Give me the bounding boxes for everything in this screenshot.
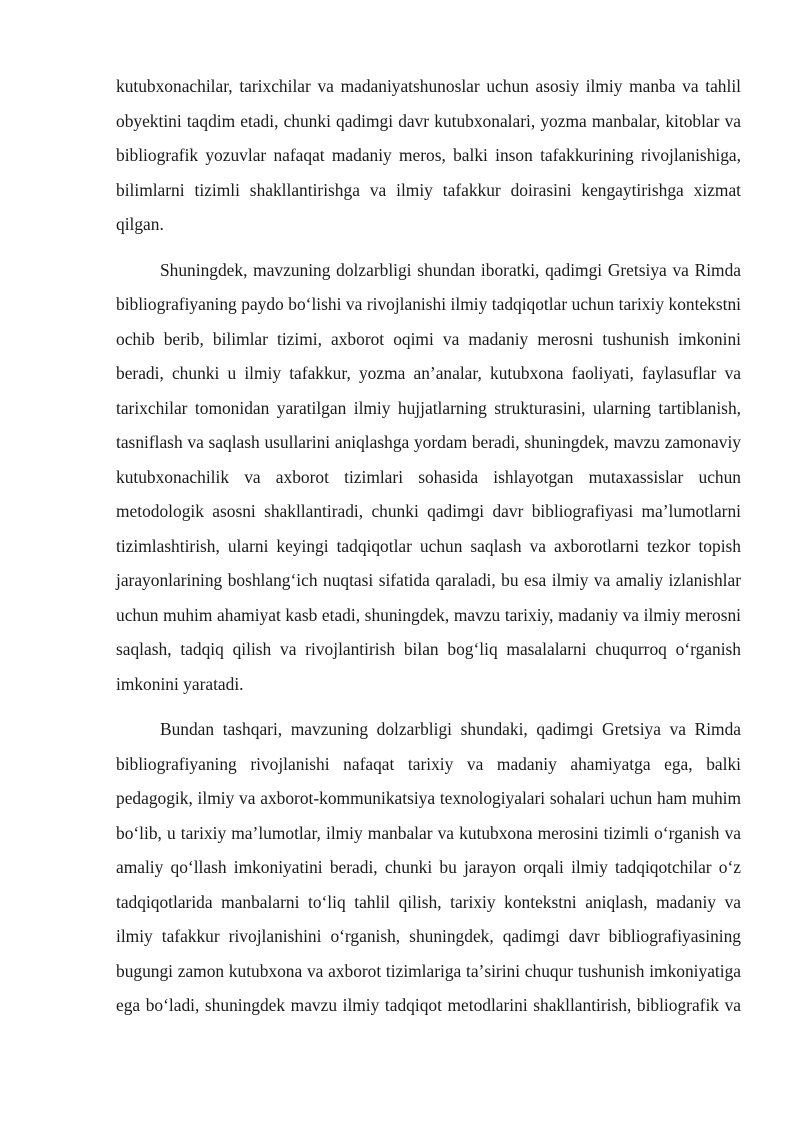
document-page — [116, 69, 741, 1034]
paragraph-relevance: Shuningdek, mavzuning dolzarbligi shundan iboratki, qadimgi Gretsiya va Rimda bibliografiyaning paydo boʻlishi va rivojlanishi ilmiy tadqiqotlar uchun tarixiy kontekstni ochib berib, bilimlar tizimi, axborot oqimi va madaniy merosni tushunish imkonini beradi, chunki u ilmiy tafakkur, yozma anʼanalar, kutubxona faoliyati, faylasuflar va tarixchilar tomonidan yaratilgan ilmiy hujjatlarning strukturasini, ularning tartiblanish, tasniflash va saqlash usullarini aniqlashga yordam beradi, shuningdek, mavzu zamonaviy kutubxonachilik va axborot tizimlari sohasida ishlayotgan mutaxassislar uchun metodologik asosni shakllantiradi, chunki qadimgi davr bibliografiyasi maʼlumotlarni tizimlashtirish, ularni keyingi tadqiqotlar uchun saqlash va axborotlarni tezkor topish jarayonlarining boshlangʻich nuqtasi sifatida qaraladi, bu esa ilmiy va amaliy izlanishlar uchun muhim ahamiyat kasb etadi, shuningdek, mavzu tarixiy, madaniy va ilmiy merosni saqlash, tadqiq qilish va rivojlantirish bilan bogʻliq masalalarni chuqurroq oʻrganish imkonini yaratadi. — [116, 259, 741, 694]
paragraph-additional-relevance: Bundan tashqari, mavzuning dolzarbligi shundaki, qadimgi Gretsiya va Rimda bibliografiyaning rivojlanishi nafaqat tarixiy va madaniy ahamiyatga ega, balki pedagogik, ilmiy va axborot-kommunikatsiya texnologiyalari sohalari uchun ham muhim boʻlib, u tarixiy maʼlumotlar, ilmiy manbalar va kutubxona merosini tizimli oʻrganish va amaliy qoʻllash imkoniyatini beradi, chunki bu jarayon orqali ilmiy tadqiqotchilar oʻz tadqiqotlarida manbalarni toʻliq tahlil qilish, tarixiy kontekstni aniqlash, madaniy va ilmiy tafakkur rivojlanishini oʻrganish, shuningdek, qadimgi davr bibliografiyasining bugungi zamon kutubxona va axborot tizimlariga taʼsirini chuqur tushunish imkoniyatiga ega boʻladi, shuningdek mavzu ilmiy tadqiqot metodlarini shakllantirish, bibliografik va — [116, 719, 741, 1015]
paragraph-continuation: kutubxonachilar, tarixchilar va madaniyatshunoslar uchun asosiy ilmiy manba va tahlil obyektini taqdim etadi, chunki qadimgi davr kutubxonalari, yozma manbalar, kitoblar va bibliografik yozuvlar nafaqat madaniy meros, balki inson tafakkurining rivojlanishiga, bilimlarni tizimli shakllantirishga va ilmiy tafakkur doirasini kengaytirishga xizmat qilgan. — [116, 76, 741, 234]
